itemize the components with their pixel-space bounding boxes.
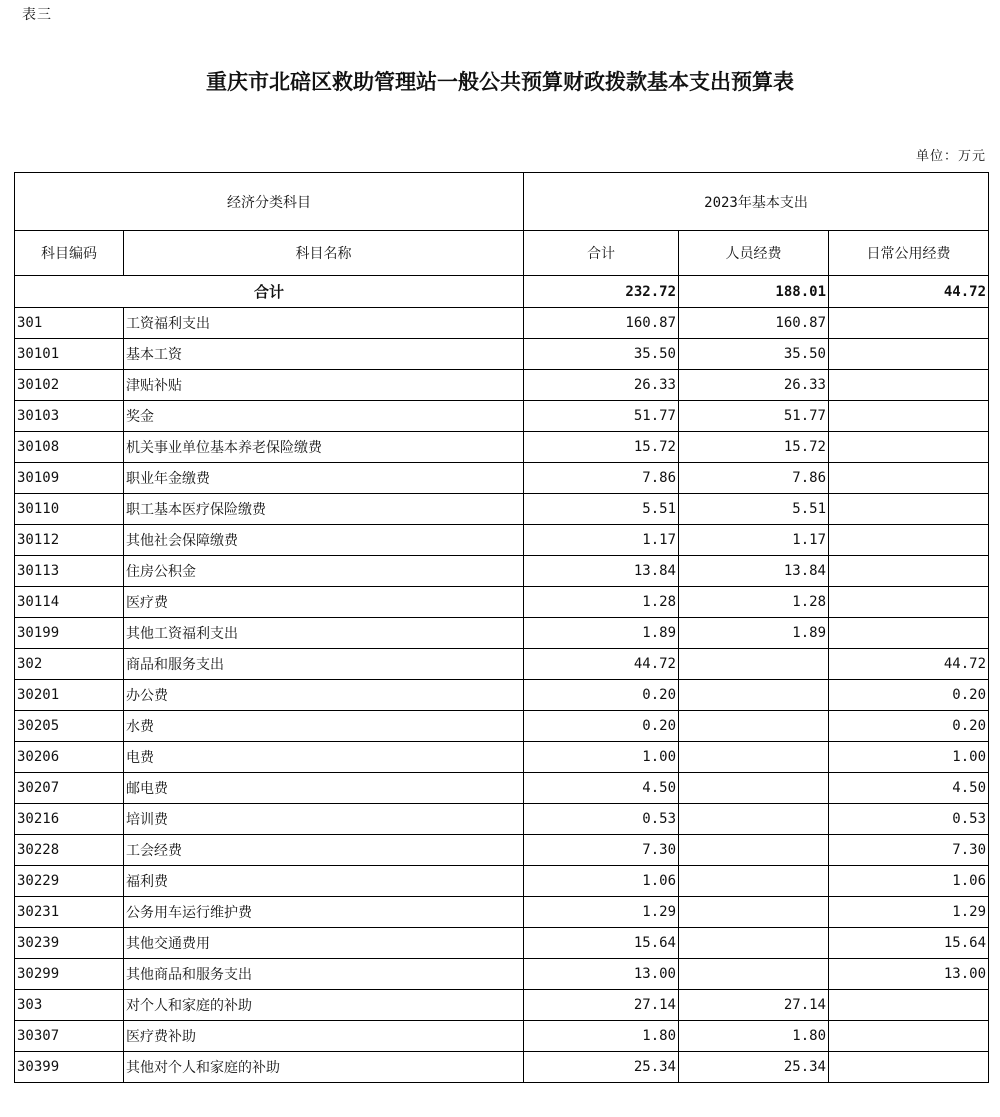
cell-personnel: 5.51: [679, 494, 829, 525]
cell-code: 30229: [15, 866, 124, 897]
cell-code: 30102: [15, 370, 124, 401]
cell-personnel: 15.72: [679, 432, 829, 463]
table-row: [15, 401, 989, 432]
cell-total: 1.00: [524, 742, 679, 773]
cell-personnel: [679, 804, 829, 835]
table-row: [15, 773, 989, 804]
table-row: [15, 370, 989, 401]
cell-total: 0.53: [524, 804, 679, 835]
cell-public: [829, 432, 989, 463]
header-public: 日常公用经费: [829, 231, 989, 276]
table-row: [15, 339, 989, 370]
cell-personnel: 7.86: [679, 463, 829, 494]
cell-code: 301: [15, 308, 124, 339]
table-row: [15, 308, 989, 339]
cell-public: [829, 494, 989, 525]
table-row: [15, 835, 989, 866]
header-name: 科目名称: [124, 231, 524, 276]
document-title: 重庆市北碚区救助管理站一般公共预算财政拨款基本支出预算表: [206, 69, 794, 94]
cell-total: 1.89: [524, 618, 679, 649]
cell-code: 30399: [15, 1052, 124, 1083]
cell-total: 25.34: [524, 1052, 679, 1083]
table-row: [15, 587, 989, 618]
cell-total: 0.20: [524, 680, 679, 711]
cell-name: 商品和服务支出: [124, 649, 524, 680]
table-row: [15, 556, 989, 587]
cell-total: 27.14: [524, 990, 679, 1021]
table-row: [15, 1052, 989, 1083]
cell-personnel: 1.80: [679, 1021, 829, 1052]
cell-public: [829, 463, 989, 494]
cell-total: 0.20: [524, 711, 679, 742]
header-total: 合计: [524, 231, 679, 276]
cell-name: 基本工资: [124, 339, 524, 370]
cell-total: 1.80: [524, 1021, 679, 1052]
table-row: [15, 680, 989, 711]
cell-name: 医疗费: [124, 587, 524, 618]
cell-personnel: 1.89: [679, 618, 829, 649]
cell-public: [829, 525, 989, 556]
cell-total: 1.17: [524, 525, 679, 556]
cell-public: 0.53: [829, 804, 989, 835]
total-label: 合计: [15, 276, 524, 308]
cell-total: 1.06: [524, 866, 679, 897]
cell-public: 0.20: [829, 711, 989, 742]
cell-public: 1.29: [829, 897, 989, 928]
table-number-label: 表三: [22, 7, 52, 23]
cell-name: 住房公积金: [124, 556, 524, 587]
cell-code: 30206: [15, 742, 124, 773]
cell-name: 水费: [124, 711, 524, 742]
table-row: [15, 866, 989, 897]
total-public: 44.72: [829, 276, 989, 308]
cell-name: 职工基本医疗保险缴费: [124, 494, 524, 525]
cell-total: 7.86: [524, 463, 679, 494]
cell-personnel: 51.77: [679, 401, 829, 432]
cell-personnel: 35.50: [679, 339, 829, 370]
cell-code: 302: [15, 649, 124, 680]
cell-code: 30114: [15, 587, 124, 618]
cell-personnel: 1.28: [679, 587, 829, 618]
table-row: [15, 804, 989, 835]
cell-code: 30205: [15, 711, 124, 742]
cell-public: [829, 1052, 989, 1083]
group-header-row: [15, 173, 989, 231]
cell-total: 15.72: [524, 432, 679, 463]
cell-public: 13.00: [829, 959, 989, 990]
total-personnel: 188.01: [679, 276, 829, 308]
cell-code: 30228: [15, 835, 124, 866]
cell-total: 5.51: [524, 494, 679, 525]
cell-total: 13.00: [524, 959, 679, 990]
table-row: [15, 711, 989, 742]
cell-code: 30307: [15, 1021, 124, 1052]
cell-public: [829, 1021, 989, 1052]
cell-personnel: [679, 866, 829, 897]
cell-total: 7.30: [524, 835, 679, 866]
cell-personnel: 13.84: [679, 556, 829, 587]
cell-personnel: [679, 649, 829, 680]
cell-code: 30199: [15, 618, 124, 649]
cell-public: 1.00: [829, 742, 989, 773]
total-sum: 232.72: [524, 276, 679, 308]
cell-personnel: 26.33: [679, 370, 829, 401]
cell-code: 30101: [15, 339, 124, 370]
cell-personnel: [679, 959, 829, 990]
cell-total: 4.50: [524, 773, 679, 804]
header-classification: 经济分类科目: [15, 173, 524, 231]
cell-name: 培训费: [124, 804, 524, 835]
cell-name: 其他商品和服务支出: [124, 959, 524, 990]
cell-total: 1.28: [524, 587, 679, 618]
table-row: [15, 742, 989, 773]
table-row: [15, 649, 989, 680]
budget-table: [14, 172, 989, 1083]
cell-total: 1.29: [524, 897, 679, 928]
cell-total: 35.50: [524, 339, 679, 370]
cell-public: [829, 339, 989, 370]
cell-total: 13.84: [524, 556, 679, 587]
cell-public: 7.30: [829, 835, 989, 866]
cell-name: 津贴补贴: [124, 370, 524, 401]
cell-name: 对个人和家庭的补助: [124, 990, 524, 1021]
cell-code: 30109: [15, 463, 124, 494]
cell-personnel: [679, 835, 829, 866]
cell-code: 30108: [15, 432, 124, 463]
cell-code: 30239: [15, 928, 124, 959]
cell-personnel: 1.17: [679, 525, 829, 556]
cell-total: 26.33: [524, 370, 679, 401]
cell-name: 机关事业单位基本养老保险缴费: [124, 432, 524, 463]
cell-code: 303: [15, 990, 124, 1021]
cell-personnel: [679, 928, 829, 959]
cell-code: 30216: [15, 804, 124, 835]
cell-personnel: 160.87: [679, 308, 829, 339]
cell-code: 30299: [15, 959, 124, 990]
cell-code: 30112: [15, 525, 124, 556]
cell-total: 160.87: [524, 308, 679, 339]
cell-public: [829, 556, 989, 587]
cell-code: 30231: [15, 897, 124, 928]
column-header-row: [15, 231, 989, 276]
cell-code: 30103: [15, 401, 124, 432]
cell-code: 30113: [15, 556, 124, 587]
cell-name: 福利费: [124, 866, 524, 897]
cell-personnel: 27.14: [679, 990, 829, 1021]
total-row: [15, 276, 989, 308]
cell-name: 职业年金缴费: [124, 463, 524, 494]
cell-name: 电费: [124, 742, 524, 773]
cell-public: [829, 990, 989, 1021]
cell-public: 0.20: [829, 680, 989, 711]
table-row: [15, 618, 989, 649]
header-expenditure: 2023年基本支出: [524, 173, 989, 231]
cell-personnel: [679, 680, 829, 711]
cell-personnel: [679, 711, 829, 742]
header-personnel: 人员经费: [679, 231, 829, 276]
table-row: [15, 463, 989, 494]
header-code: 科目编码: [15, 231, 124, 276]
cell-public: 4.50: [829, 773, 989, 804]
cell-code: 30201: [15, 680, 124, 711]
cell-code: 30110: [15, 494, 124, 525]
cell-total: 15.64: [524, 928, 679, 959]
cell-name: 邮电费: [124, 773, 524, 804]
cell-public: 44.72: [829, 649, 989, 680]
cell-public: [829, 308, 989, 339]
cell-name: 工资福利支出: [124, 308, 524, 339]
cell-name: 其他工资福利支出: [124, 618, 524, 649]
table-row: [15, 525, 989, 556]
table-row: [15, 432, 989, 463]
table-row: [15, 1021, 989, 1052]
cell-public: 1.06: [829, 866, 989, 897]
table-row: [15, 928, 989, 959]
cell-name: 公务用车运行维护费: [124, 897, 524, 928]
cell-name: 其他交通费用: [124, 928, 524, 959]
table-row: [15, 494, 989, 525]
cell-name: 奖金: [124, 401, 524, 432]
table-row: [15, 897, 989, 928]
unit-label: 单位：万元: [915, 149, 986, 164]
cell-total: 44.72: [524, 649, 679, 680]
cell-name: 医疗费补助: [124, 1021, 524, 1052]
cell-public: [829, 401, 989, 432]
cell-name: 其他社会保障缴费: [124, 525, 524, 556]
table-row: [15, 959, 989, 990]
cell-public: [829, 587, 989, 618]
cell-total: 51.77: [524, 401, 679, 432]
cell-public: 15.64: [829, 928, 989, 959]
cell-personnel: 25.34: [679, 1052, 829, 1083]
table-row: [15, 990, 989, 1021]
cell-name: 其他对个人和家庭的补助: [124, 1052, 524, 1083]
cell-name: 工会经费: [124, 835, 524, 866]
cell-code: 30207: [15, 773, 124, 804]
cell-personnel: [679, 897, 829, 928]
cell-public: [829, 618, 989, 649]
cell-personnel: [679, 773, 829, 804]
cell-public: [829, 370, 989, 401]
cell-personnel: [679, 742, 829, 773]
cell-name: 办公费: [124, 680, 524, 711]
